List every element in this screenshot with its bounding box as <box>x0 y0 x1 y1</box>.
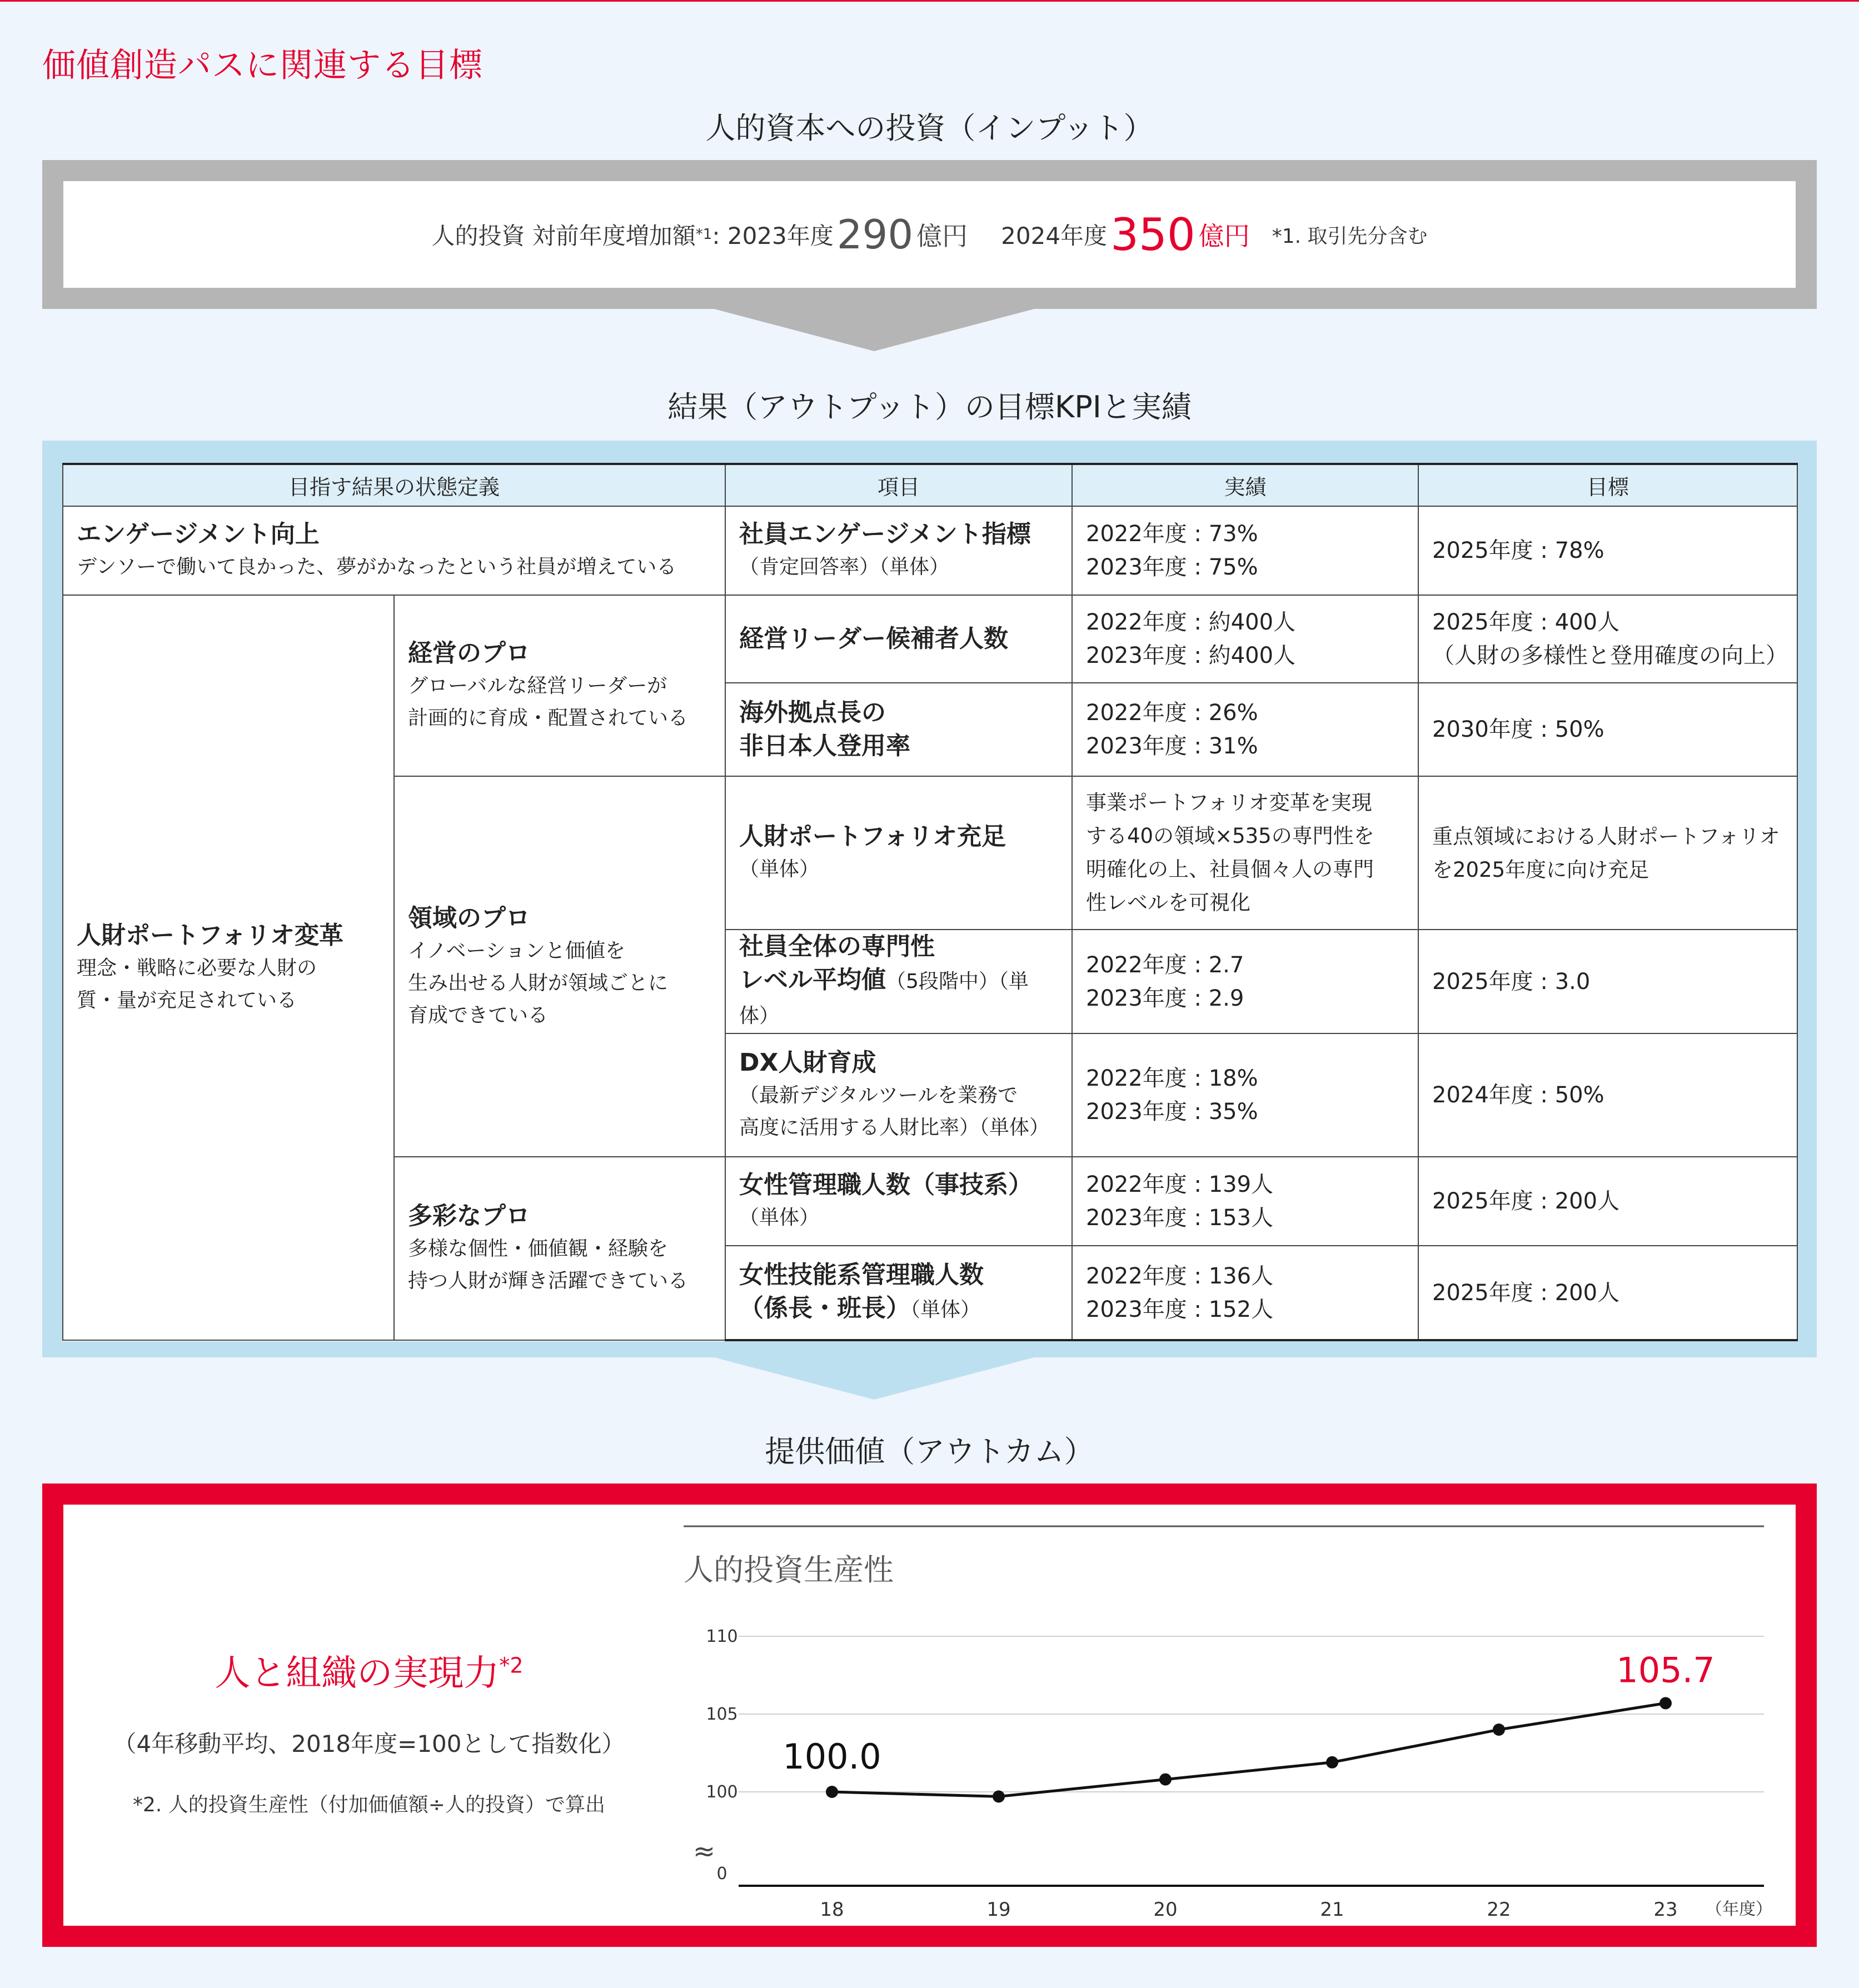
col-header-item: 項目 <box>725 464 1072 506</box>
outcome-title-text: 人と組織の実現力 <box>215 1653 500 1694</box>
item-title: 非日本人登用率 <box>739 732 911 760</box>
actual-talent-portfolio <box>1072 776 1418 930</box>
x-tick-label: 23 <box>1653 1899 1678 1921</box>
outcome-title-sup: *2 <box>499 1653 524 1678</box>
chart-title: 人的投資生産性 <box>684 1552 894 1587</box>
input-label-sup: *1 <box>695 226 712 243</box>
kpi-heading: 結果（アウトプット）の目標KPIと実績 <box>667 389 1192 424</box>
kpi-table <box>62 463 1798 1341</box>
item-sub: （5段階中）（単体） <box>739 970 1029 1027</box>
actual-line: 2022年度 : 2.7 <box>1086 952 1244 978</box>
data-point <box>1159 1774 1172 1786</box>
target-overseas-heads: 2030年度 : 50% <box>1418 683 1797 776</box>
y-tick-label: 110 <box>706 1627 738 1646</box>
actual-engagement <box>1072 506 1418 595</box>
actual-line: 2022年度 : 136人 <box>1086 1263 1274 1289</box>
axis-break-mark: ≈ <box>692 1836 716 1867</box>
input-note: *1. 取引先分含む <box>1272 224 1428 248</box>
actual-expertise-level <box>1072 930 1418 1033</box>
state-portfolio-desc: 質・量が充足されている <box>77 988 297 1012</box>
subgroup-domain-pro <box>394 776 725 1157</box>
item-dx-talent <box>725 1033 1072 1157</box>
col-header-state: 目指す結果の状態定義 <box>63 464 725 506</box>
target-expertise-level: 2025年度 : 3.0 <box>1418 930 1797 1033</box>
item-sub: 高度に活用する人財比率）（単体） <box>739 1116 1050 1139</box>
actual-overseas-heads <box>1072 683 1418 776</box>
item-sub: （単体） <box>910 1298 981 1321</box>
target-women-tech-managers: 2025年度 : 200人 <box>1418 1246 1797 1340</box>
data-point <box>826 1786 838 1798</box>
state-engagement-title: エンゲージメント向上 <box>77 520 320 548</box>
item-women-tech-managers <box>725 1246 1072 1340</box>
input-content <box>63 181 1796 288</box>
actual-line: 2023年度 : 153人 <box>1086 1205 1274 1231</box>
outcome-heading: 提供価値（アウトカム） <box>765 1434 1094 1469</box>
x-tick-label: 20 <box>1153 1899 1178 1921</box>
target-talent-portfolio <box>1418 776 1797 930</box>
domain-pro-desc: 育成できている <box>408 1003 549 1027</box>
table-row <box>63 595 1797 683</box>
productivity-chart <box>63 1505 1796 1926</box>
actual-line: 2022年度 : 約400人 <box>1086 610 1296 635</box>
item-sub: （単体） <box>739 1206 820 1229</box>
outcome-content <box>63 1505 1796 1926</box>
y-tick-label: 105 <box>706 1705 738 1724</box>
outcome-desc: （4年移動平均、2018年度=100として指数化） <box>113 1730 625 1757</box>
series-line <box>832 1703 1666 1796</box>
actual-line: 事業ポートフォリオ変革を実現 <box>1086 791 1372 815</box>
item-title: 経営リーダー候補者人数 <box>739 625 1009 653</box>
actual-line: 2023年度 : 75% <box>1086 555 1258 580</box>
actual-line: 2023年度 : 35% <box>1086 1099 1258 1125</box>
item-title: レベル平均値 <box>739 966 886 994</box>
item-title: 海外拠点長の <box>739 698 886 727</box>
state-engagement <box>63 506 725 595</box>
management-pro-desc: グローバルな経営リーダーが <box>408 675 667 697</box>
domain-pro-desc: イノベーションと価値を <box>408 939 625 962</box>
x-tick-label: 19 <box>986 1899 1011 1921</box>
actual-line: 2022年度 : 18% <box>1086 1066 1258 1091</box>
data-point <box>993 1790 1005 1802</box>
item-leader-candidates <box>725 595 1072 683</box>
input-label: 人的投資 対前年度増加額 <box>431 222 696 249</box>
top-rule <box>0 0 1859 2</box>
col-header-actual: 実績 <box>1072 464 1418 506</box>
item-title: DX人財育成 <box>739 1048 876 1077</box>
state-portfolio <box>63 595 394 1340</box>
data-label: 105.7 <box>1616 1650 1715 1691</box>
item-engagement-sub: （肯定回答率）（単体） <box>739 556 950 578</box>
item-sub: （最新デジタルツールを業務で <box>739 1084 1018 1107</box>
item-engagement-title: 社員エンゲージメント指標 <box>739 520 1031 548</box>
actual-dx-talent <box>1072 1033 1418 1157</box>
actual-women-tech-managers <box>1072 1246 1418 1340</box>
arrow-down-icon <box>714 309 1034 351</box>
target-line: 2025年度 : 400人 <box>1432 610 1620 635</box>
item-women-managers <box>725 1157 1072 1246</box>
state-portfolio-desc: 理念・戦略に必要な人財の <box>77 956 317 980</box>
actual-line: 2023年度 : 31% <box>1086 733 1258 759</box>
actual-line: 明確化の上、社員個々人の専門 <box>1086 857 1374 881</box>
actual-line: 2022年度 : 139人 <box>1086 1172 1274 1197</box>
data-point <box>1659 1697 1672 1709</box>
page-title: 価値創造パスに関連する目標 <box>42 46 483 85</box>
diverse-pro-desc: 持つ人財が輝き活躍できている <box>408 1270 689 1292</box>
y-tick-label: 100 <box>706 1782 738 1802</box>
arrow-down-icon <box>714 1357 1034 1400</box>
x-tick-label: 22 <box>1487 1899 1511 1921</box>
value-2023: 290 <box>836 211 914 258</box>
actual-line: 2023年度 : 152人 <box>1086 1296 1274 1322</box>
actual-line: 2022年度 : 26% <box>1086 700 1258 726</box>
target-dx-talent: 2024年度 : 50% <box>1418 1033 1797 1157</box>
domain-pro-desc: 生み出せる人財が領域ごとに <box>408 971 669 995</box>
target-line: 重点領域における人財ポートフォリオ <box>1432 825 1780 848</box>
value-2024: 350 <box>1110 208 1195 261</box>
input-sep: : 2023年度 <box>712 222 834 249</box>
actual-line: 2022年度 : 73% <box>1086 521 1258 547</box>
input-box <box>42 160 1817 309</box>
input-heading: 人的資本への投資（インプット） <box>705 111 1154 146</box>
item-title: （係長・班長） <box>739 1294 911 1322</box>
item-overseas-heads <box>725 683 1072 776</box>
actual-line: する40の領域×535の専門性を <box>1086 824 1374 848</box>
table-header-row <box>63 464 1797 506</box>
data-point <box>1326 1756 1338 1769</box>
data-point <box>1493 1724 1505 1736</box>
diverse-pro-title: 多彩なプロ <box>408 1202 530 1230</box>
item-talent-portfolio <box>725 776 1072 930</box>
actual-women-managers <box>1072 1157 1418 1246</box>
label-2024: 2024年度 <box>1001 222 1108 249</box>
subgroup-management-pro <box>394 595 725 776</box>
domain-pro-title: 領域のプロ <box>408 903 530 932</box>
kpi-box <box>42 441 1817 1357</box>
actual-line: 性レベルを可視化 <box>1086 891 1251 915</box>
state-engagement-desc: デンソーで働いて良かった、夢がかなったという社員が増えている <box>77 556 677 578</box>
diverse-pro-desc: 多様な個性・価値観・経験を <box>408 1237 669 1260</box>
unit-2024: 億円 <box>1198 221 1250 251</box>
state-portfolio-title: 人財ポートフォリオ変革 <box>77 921 344 950</box>
management-pro-title: 経営のプロ <box>408 639 530 667</box>
y-tick-label: 0 <box>716 1864 727 1884</box>
item-engagement <box>725 506 1072 595</box>
actual-line: 2023年度 : 約400人 <box>1086 643 1296 668</box>
table-row <box>63 506 1797 595</box>
target-line: を2025年度に向け充足 <box>1432 858 1649 882</box>
item-title: 女性管理職人数（事技系） <box>739 1171 1033 1199</box>
x-tick-label: 18 <box>820 1899 844 1921</box>
item-title: 人財ポートフォリオ充足 <box>739 822 1006 851</box>
actual-leader-candidates <box>1072 595 1418 683</box>
x-tick-label: 21 <box>1320 1899 1344 1921</box>
outcome-box <box>42 1483 1817 1947</box>
target-line: （人財の多様性と登用確度の向上） <box>1432 643 1788 668</box>
actual-line: 2023年度 : 2.9 <box>1086 985 1244 1011</box>
x-axis-unit: （年度） <box>1706 1900 1772 1919</box>
subgroup-diverse-pro <box>394 1157 725 1340</box>
item-title: 女性技能系管理職人数 <box>739 1261 984 1289</box>
item-sub: （単体） <box>739 858 820 881</box>
item-expertise-level <box>725 930 1072 1033</box>
unit-2023: 億円 <box>916 221 968 251</box>
management-pro-desc: 計画的に育成・配置されている <box>408 707 689 730</box>
target-women-managers: 2025年度 : 200人 <box>1418 1157 1797 1246</box>
col-header-target: 目標 <box>1418 464 1797 506</box>
target-engagement: 2025年度 : 78% <box>1418 506 1797 595</box>
outcome-note: *2. 人的投資生産性（付加価値額÷人的投資）で算出 <box>133 1794 605 1816</box>
item-title: 社員全体の専門性 <box>739 932 935 961</box>
data-label: 100.0 <box>783 1736 881 1777</box>
target-leader-candidates <box>1418 595 1797 683</box>
